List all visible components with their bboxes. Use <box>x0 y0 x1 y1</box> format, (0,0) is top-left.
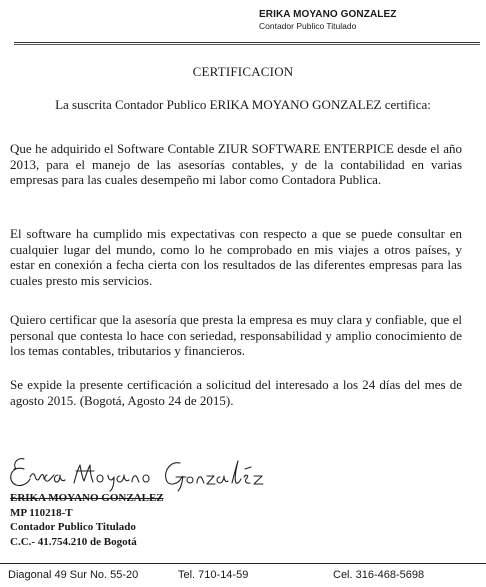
footer-phone: Tel. 710-14-59 <box>178 569 249 581</box>
footer-address: Diagonal 49 Sur No. 55-20 <box>8 569 139 581</box>
document-title: CERTIFICACION <box>192 64 294 79</box>
signer-id: C.C.- 41.754.210 de Bogotá <box>10 535 137 548</box>
letterhead-title: Contador Publico Titulado <box>259 21 357 31</box>
header-rule <box>14 42 480 43</box>
paragraph-expectations: El software ha cumplido mis expectativas con respecto a que se puede consultar en cualquier lugar del mundo, como lo he comprobado en mis viajes a otros países, y estar en conexión a fecha cierta con los resultados de las diferentes empresas para las cuales presto mis servicios. <box>10 226 462 288</box>
paragraph-advisory: Quiero certificar que la asesoría que presta la empresa es muy clara y confiable, que el personal que contesta lo hace con seriedad, responsabilidad y amplio conocimiento de los temas contables, tributarios y financieros. <box>10 312 462 358</box>
footer-rule <box>0 563 486 564</box>
paragraph-issued: Se expide la presente certificación a solicitud del interesado a los 24 días del mes de agosto 2015. (Bogotá, Agosto 24 de 2015). <box>10 377 462 408</box>
intro-line: La suscrita Contador Publico ERIKA MOYANO GONZALEZ certifica: <box>55 97 431 112</box>
footer-cell: Cel. 316-468-5698 <box>333 569 425 581</box>
paragraph-software-acquired: Que he adquirido el Software Contable ZIUR SOFTWARE ENTERPICE desde el año 2013, para el manejo de las asesorías contables, y de la contabilidad en varias empresas para las cuales desempeño mi labor como Contadora Publica. <box>10 141 462 187</box>
letterhead-name: ERIKA MOYANO GONZALEZ <box>259 9 397 20</box>
signature-block <box>10 491 164 549</box>
signer-name: ERIKA MOYANO GONZALEZ <box>10 492 164 504</box>
header-rule-secondary <box>14 44 480 45</box>
signer-license: MP 110218-T <box>10 506 73 519</box>
signer-title: Contador Publico Titulado <box>10 521 136 533</box>
